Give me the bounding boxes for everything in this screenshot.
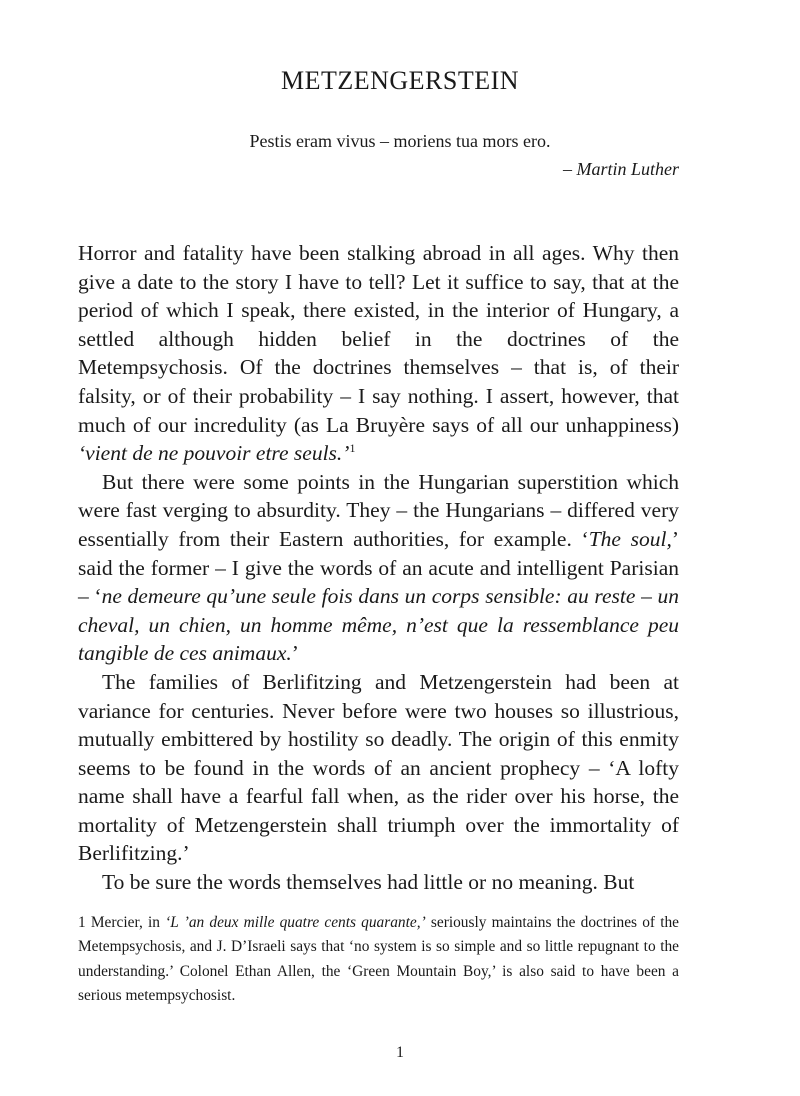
paragraph-2-italic-2: ne demeure qu’une seule fois dans un corps sensible: au reste – un cheval, un chien, un homme même, n’est que la ressemblance peu tangible de ces animaux. <box>78 584 679 666</box>
paragraph-2-text-2: ’ said the former – I give the words of an acute and intelligent Parisian – ‘ <box>78 526 679 609</box>
chapter-title: METZENGERSTEIN <box>280 66 520 95</box>
footnote-italic: ‘L ’an deux mille quatre cents quarante,’ <box>165 914 426 931</box>
paragraph-1-quote: ‘vient de ne pouvoir etre seuls.’ <box>78 441 350 466</box>
footnote-text-2: seriously maintains the doctrines of the Metempsychosis, and J. D’Israeli says that ‘no system is so simple and so little repugnant to the understanding.’ Colonel Ethan Allen, the ‘Green Mountain Boy,’ is also said to have been a serious metempsychosist. <box>78 914 680 1005</box>
paragraph-1-text: Horror and fatality have been stalking abroad in all ages. Why then give a date to the story I have to tell? Let it suffice to say, that at the period of which I speak, there existed, in the interior of Hungary, a settled although hidden belief in the doctrines of the Metempsychosis. Of the doctrines themselves – that is, of their falsity, or of their probability – I say nothing. I assert, however, that much of our incredulity (as La Bruyère says of all our unhappiness) <box>78 241 679 437</box>
paragraph-1 <box>78 239 679 468</box>
footnote-number: 1 <box>78 914 86 931</box>
paragraph-4: To be sure the words themselves had little or no meaning. But <box>102 870 635 895</box>
paragraph-2-text-3: ’ <box>291 641 299 666</box>
footnote-text-1: Mercier, in <box>85 914 166 931</box>
footnote-reference: 1 <box>349 441 356 455</box>
paragraph-2-text-1: But there were some points in the Hungarian superstition which were fast verging to absurdity. They – the Hungarians – differed very essentially from their Eastern authorities, for example. ‘ <box>78 469 679 551</box>
body-text <box>78 239 679 897</box>
page-number: 1 <box>396 1044 404 1061</box>
epigraph-attribution: – Martin Luther <box>562 159 679 179</box>
epigraph-quote: Pestis eram vivus – moriens tua mors ero. <box>249 131 551 151</box>
footnote <box>78 911 679 1009</box>
paragraph-2-italic-1: The soul, <box>588 526 672 551</box>
footnote-text <box>78 911 679 1009</box>
paragraph-2 <box>78 468 679 668</box>
paragraph-3: The families of Berlifitzing and Metzengerstein had been at variance for centuries. Never before were two houses so illustrious, mutually embittered by hostility so deadly. The origin of this enmity seems to be found in the words of an ancient prophecy – ‘A lofty name shall have a fearful fall when, as the rider over his horse, the mortality of Metzengerstein shall triumph over the immortality of Berlifitzing.’ <box>78 669 679 866</box>
